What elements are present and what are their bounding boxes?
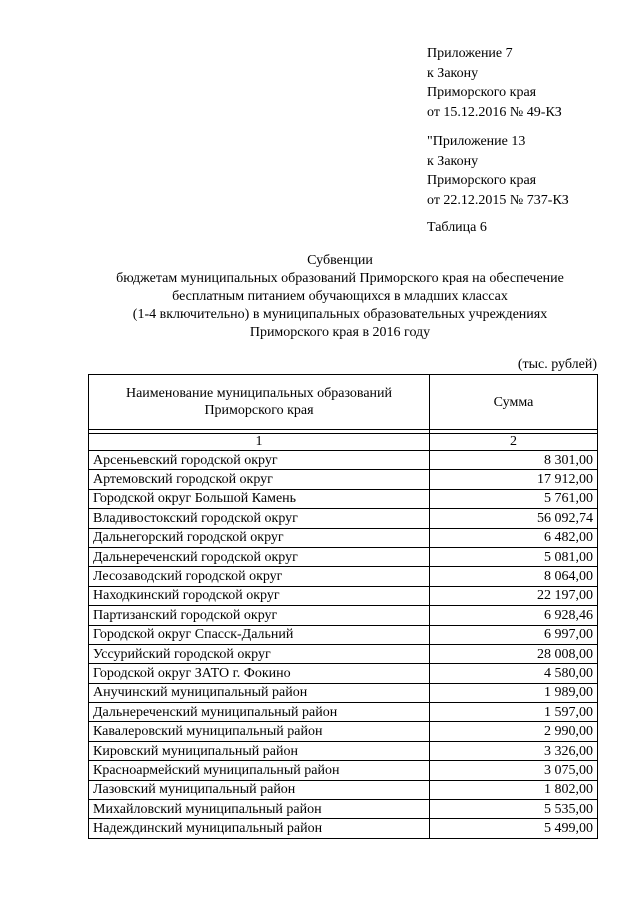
municipality-name-cell: Михайловский муниципальный район: [89, 800, 430, 819]
municipality-name-cell: Городской округ ЗАТО г. Фокино: [89, 664, 430, 683]
table-row: [89, 586, 598, 605]
appendix-line: Приложение 7: [427, 46, 513, 61]
amount-cell: 5 081,00: [430, 547, 598, 566]
amount-cell: 3 326,00: [430, 741, 598, 760]
municipality-name-cell: Красноармейский муниципальный район: [89, 761, 430, 780]
table-row: [89, 509, 598, 528]
table-row: [89, 741, 598, 760]
column-header-name: Наименование муниципальных образований Приморского края: [89, 375, 430, 430]
table-row: [89, 644, 598, 663]
table-row: [89, 606, 598, 625]
units-label: (тыс. рублей): [517, 357, 597, 372]
title-line: Приморского края в 2016 году: [249, 325, 431, 340]
appendix-quoted-line: Приморского края: [427, 173, 537, 188]
amount-cell: 8 064,00: [430, 567, 598, 586]
table-row: [89, 819, 598, 838]
table-row: [89, 664, 598, 683]
table-row: [89, 800, 598, 819]
amount-cell: 5 499,00: [430, 819, 598, 838]
table-row: [89, 567, 598, 586]
municipality-name-cell: Лазовский муниципальный район: [89, 780, 430, 799]
municipality-name-cell: Кировский муниципальный район: [89, 741, 430, 760]
amount-cell: 3 075,00: [430, 761, 598, 780]
appendix-quoted-line: к Закону: [427, 153, 479, 169]
table-row: [89, 528, 598, 547]
appendix-block: [427, 44, 562, 122]
municipality-name-cell: Уссурийский городской округ: [89, 644, 430, 663]
table-row: [89, 722, 598, 741]
amount-cell: 17 912,00: [430, 470, 598, 489]
table-row: [89, 547, 598, 566]
municipality-name-cell: Дальнереченский городской округ: [89, 547, 430, 566]
column-number-2: 2: [430, 434, 598, 451]
amount-cell: 22 197,00: [430, 586, 598, 605]
title-line: (1-4 включительно) в муниципальных образовательных учреждениях: [132, 307, 548, 322]
table-row: [89, 703, 598, 722]
amount-cell: 28 008,00: [430, 644, 598, 663]
title-line: Субвенции: [307, 253, 373, 268]
table-row: [89, 683, 598, 702]
appendix-quoted-line: "Приложение 13: [427, 134, 526, 149]
amount-cell: 6 928,46: [430, 606, 598, 625]
amount-cell: 56 092,74: [430, 509, 598, 528]
municipality-name-cell: Арсеньевский городской округ: [89, 451, 430, 470]
appendix-line: от 15.12.2016 № 49-КЗ: [427, 104, 562, 120]
municipality-name-cell: Лесозаводский городской округ: [89, 567, 430, 586]
municipality-name-cell: Артемовский городской округ: [89, 470, 430, 489]
table-row: [89, 451, 598, 470]
appendix-quoted-line: от 22.12.2015 № 737-КЗ: [427, 192, 569, 208]
subsidies-table: [88, 374, 598, 839]
amount-cell: 6 482,00: [430, 528, 598, 547]
column-header-sum: Сумма: [430, 375, 598, 430]
municipality-name-cell: Находкинский городской округ: [89, 586, 430, 605]
municipality-name-cell: Дальнереченский муниципальный район: [89, 703, 430, 722]
municipality-name-cell: Городской округ Спасск-Дальний: [89, 625, 430, 644]
table-row: [89, 761, 598, 780]
table-row: [89, 625, 598, 644]
amount-cell: 4 580,00: [430, 664, 598, 683]
amount-cell: 2 990,00: [430, 722, 598, 741]
document-title: [70, 252, 610, 342]
table-row: [89, 489, 598, 508]
amount-cell: 1 802,00: [430, 780, 598, 799]
amount-cell: 1 597,00: [430, 703, 598, 722]
municipality-name-cell: Партизанский городской округ: [89, 606, 430, 625]
table-label: Таблица 6: [427, 220, 487, 235]
amount-cell: 1 989,00: [430, 683, 598, 702]
column-number-1: 1: [89, 434, 430, 451]
table-row: [89, 780, 598, 799]
municipality-name-cell: Анучинский муниципальный район: [89, 683, 430, 702]
municipality-name-cell: Надеждинский муниципальный район: [89, 819, 430, 838]
amount-cell: 5 535,00: [430, 800, 598, 819]
amount-cell: 5 761,00: [430, 489, 598, 508]
municipality-name-cell: Дальнегорский городской округ: [89, 528, 430, 547]
appendix-line: к Закону: [427, 65, 479, 81]
amount-cell: 8 301,00: [430, 451, 598, 470]
title-line: бюджетам муниципальных образований Приморского края на обеспечение: [116, 271, 564, 286]
appendix-quoted-block: [427, 132, 569, 210]
table-row: [89, 470, 598, 489]
title-line: бесплатным питанием обучающихся в младших классах: [172, 289, 508, 304]
municipality-name-cell: Городской округ Большой Камень: [89, 489, 430, 508]
municipality-name-cell: Владивостокский городской округ: [89, 509, 430, 528]
appendix-line: Приморского края: [427, 85, 537, 100]
municipality-name-cell: Кавалеровский муниципальный район: [89, 722, 430, 741]
amount-cell: 6 997,00: [430, 625, 598, 644]
